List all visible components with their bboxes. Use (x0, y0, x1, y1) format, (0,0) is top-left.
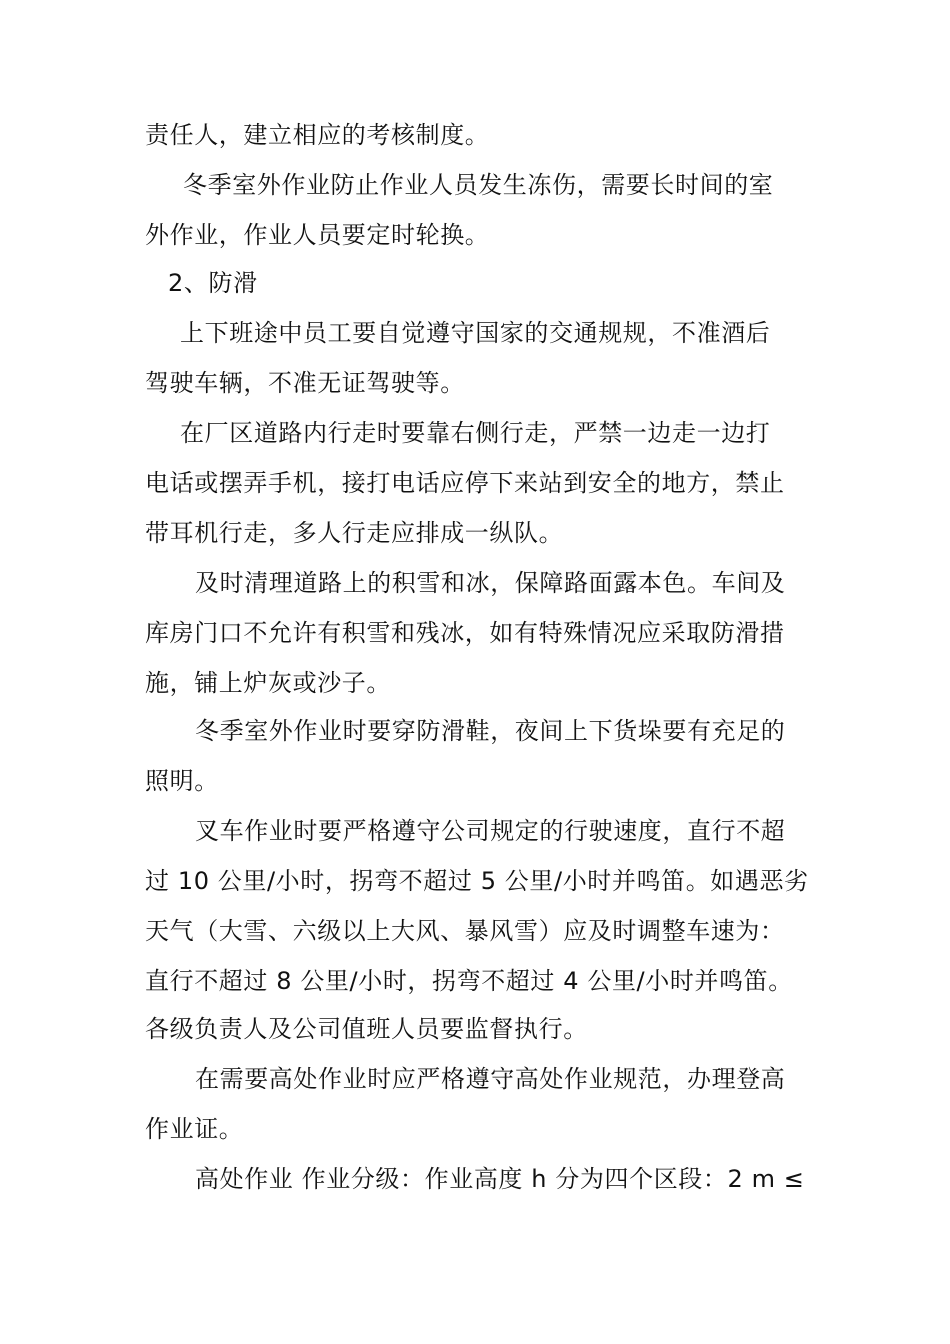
text-line: 驾驶车辆，不准无证驾驶等。 (145, 369, 465, 397)
text-line: 直行不超过 8 公里/小时，拐弯不超过 4 公里/小时并鸣笛。 (145, 967, 793, 995)
text-line: 过 10 公里/小时，拐弯不超过 5 公里/小时并鸣笛。如遇恶劣 (145, 867, 809, 895)
section-heading: 2、防滑 (168, 269, 258, 297)
text-line: 照明。 (145, 767, 219, 795)
text-line: 叉车作业时要严格遵守公司规定的行驶速度，直行不超 (195, 817, 786, 845)
text-line: 上下班途中员工要自觉遵守国家的交通规规，不准酒后 (180, 319, 771, 347)
text-line: 冬季室外作业时要穿防滑鞋，夜间上下货垛要有充足的 (195, 717, 786, 745)
text-line: 各级负责人及公司值班人员要监督执行。 (145, 1015, 588, 1043)
text-line: 天气（大雪、六级以上大风、暴风雪）应及时调整车速为： (145, 917, 785, 945)
text-line: 库房门口不允许有积雪和残冰，如有特殊情况应采取防滑措 (145, 619, 785, 647)
text-line: 施，铺上炉灰或沙子。 (145, 669, 391, 697)
text-line: 作业证。 (145, 1115, 244, 1143)
text-line: 在需要高处作业时应严格遵守高处作业规范，办理登高 (195, 1065, 786, 1093)
text-line: 冬季室外作业防止作业人员发生冻伤，需要长时间的室 (183, 171, 774, 199)
text-line: 高处作业 作业分级：作业高度 h 分为四个区段：2 m ≤ (195, 1165, 805, 1193)
text-line: 及时清理道路上的积雪和冰，保障路面露本色。车间及 (195, 569, 786, 597)
text-line: 在厂区道路内行走时要靠右侧行走，严禁一边走一边打 (180, 419, 771, 447)
text-line: 外作业，作业人员要定时轮换。 (145, 221, 490, 249)
text-line: 带耳机行走，多人行走应排成一纵队。 (145, 519, 564, 547)
text-line: 责任人，建立相应的考核制度。 (145, 121, 490, 149)
text-line: 电话或摆弄手机，接打电话应停下来站到安全的地方，禁止 (145, 469, 785, 497)
